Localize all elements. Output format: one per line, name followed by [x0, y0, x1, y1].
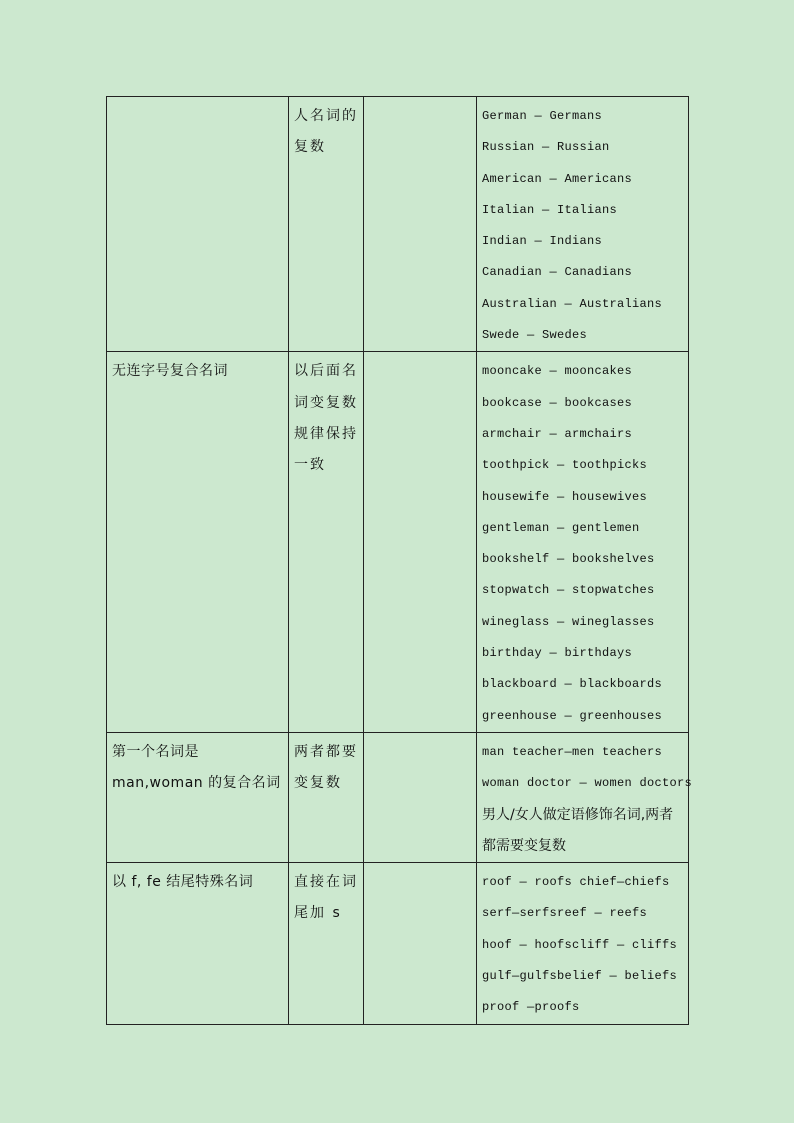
example-note: 男人/女人做定语修饰名词,两者都需要变复数 — [482, 806, 674, 854]
table-row — [107, 97, 689, 352]
rule-text: 两者都要变复数 — [294, 743, 358, 792]
note-cell — [364, 97, 477, 352]
category-cell — [107, 97, 289, 352]
examples-cell — [477, 352, 689, 733]
examples-cell — [477, 97, 689, 352]
examples-cell — [477, 732, 693, 862]
example-line: stopwatch — stopwatches — [482, 583, 655, 598]
noun-plural-table — [106, 96, 693, 1025]
example-line: woman doctor — women doctors — [482, 776, 693, 791]
example-line: Canadian — Canadians — [482, 265, 633, 280]
example-line: roof — roofs chief—chiefs — [482, 875, 670, 890]
example-line: Swede — Swedes — [482, 328, 588, 343]
example-line: serf—serfsreef — reefs — [482, 906, 648, 921]
example-line: Indian — Indians — [482, 234, 603, 249]
table-row — [107, 863, 689, 1024]
table-row — [107, 732, 689, 862]
rule-cell — [289, 97, 364, 352]
example-line: German — Germans — [482, 109, 603, 123]
example-line: wineglass — wineglasses — [482, 614, 655, 629]
example-line: greenhouse — greenhouses — [482, 708, 663, 723]
example-line: gentleman — gentlemen — [482, 520, 640, 535]
rule-text: 以后面名词变复数规律保持一致 — [294, 363, 358, 474]
rule-text: 直接在词尾加 s — [294, 874, 358, 922]
category-cell — [107, 863, 289, 1024]
example-line: proof —proofs — [482, 1000, 580, 1015]
note-cell — [364, 732, 477, 862]
note-cell — [364, 352, 477, 733]
category-cell — [107, 732, 289, 862]
example-line: birthday — birthdays — [482, 646, 633, 661]
example-line: blackboard — blackboards — [482, 677, 663, 692]
example-line: housewife — housewives — [482, 489, 648, 504]
category-text: 无连字号复合名词 — [112, 363, 228, 380]
rule-cell — [289, 863, 364, 1024]
rule-text: 人名词的复数 — [294, 108, 358, 156]
category-cell — [107, 352, 289, 733]
example-line: bookcase — bookcases — [482, 395, 633, 410]
example-line: gulf—gulfsbelief — beliefs — [482, 969, 678, 984]
example-line: man teacher—men teachers — [482, 744, 663, 759]
rule-cell — [289, 352, 364, 733]
example-line: toothpick — toothpicks — [482, 458, 648, 473]
example-line: mooncake — mooncakes — [482, 364, 633, 379]
category-text: 第一个名词是 man,woman 的复合名词 — [112, 743, 281, 792]
example-line: bookshelf — bookshelves — [482, 552, 655, 567]
example-line: American — Americans — [482, 171, 633, 186]
example-line: Russian — Russian — [482, 140, 610, 155]
category-text: 以 f, fe 结尾特殊名词 — [112, 874, 254, 891]
example-line: armchair — armchairs — [482, 426, 633, 441]
rule-cell — [289, 732, 364, 862]
example-line: hoof — hoofscliff — cliffs — [482, 937, 678, 952]
table-row — [107, 352, 689, 733]
example-line: Australian — Australians — [482, 296, 663, 311]
example-line: Italian — Italians — [482, 202, 618, 217]
examples-cell — [477, 863, 689, 1024]
note-cell — [364, 863, 477, 1024]
